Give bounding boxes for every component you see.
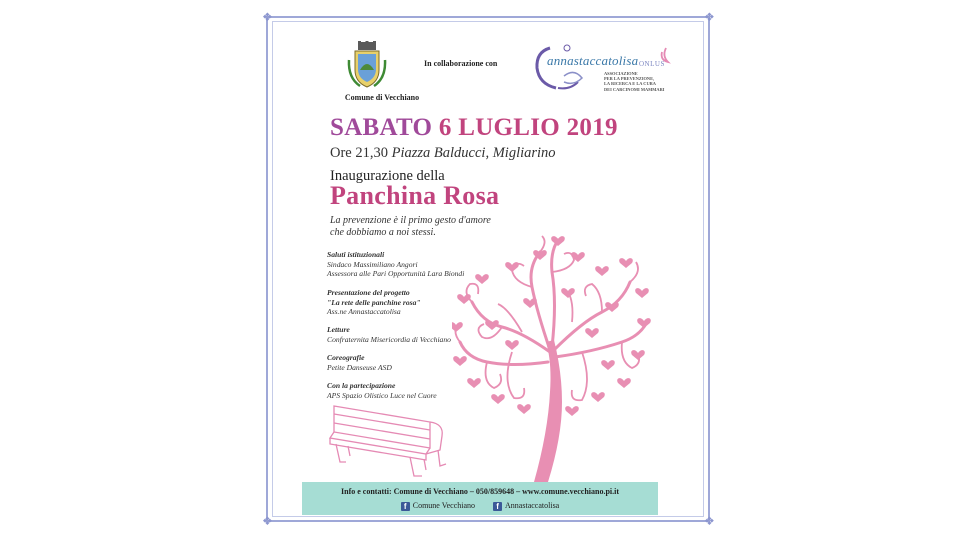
program-line: Ass.ne Annastaccatolisa bbox=[327, 307, 401, 316]
partner-line: PER LA PREVENZIONE, bbox=[604, 76, 655, 82]
facebook-link-comune[interactable] bbox=[401, 501, 475, 510]
event-time-place bbox=[330, 145, 556, 162]
corner-ornament: ❖ bbox=[704, 514, 715, 528]
inauguration-label: Inaugurazione della bbox=[330, 168, 445, 184]
facebook-icon: f bbox=[401, 502, 410, 511]
comune-crest-icon bbox=[346, 40, 388, 90]
program-heading: Coreografie bbox=[327, 353, 365, 362]
social-links bbox=[302, 501, 658, 511]
event-date bbox=[330, 114, 618, 142]
corner-ornament: ❖ bbox=[704, 10, 715, 24]
bench-illustration-icon bbox=[326, 404, 454, 478]
tagline-line: che dobbiamo a noi stessi. bbox=[330, 227, 436, 238]
event-weekday: SABATO bbox=[330, 114, 433, 141]
heart-tree-illustration-icon bbox=[452, 232, 652, 482]
program-line: Petite Danseuse ASD bbox=[327, 362, 392, 372]
facebook-icon: f bbox=[493, 502, 502, 511]
program-line: Sindaco Massimiliano Angori bbox=[327, 259, 418, 269]
partner-name: annastaccatolisa bbox=[547, 53, 639, 68]
program-line: Confraternita Misericordia di Vecchiano bbox=[327, 334, 451, 344]
event-title: Panchina Rosa bbox=[330, 181, 500, 210]
program-line: Assessora alle Pari Opportunità Lara Biondi bbox=[327, 269, 465, 278]
tagline-line: La prevenzione è il primo gesto d'amore bbox=[330, 215, 491, 226]
program-line: APS Spazio Olistico Luce nel Cuore bbox=[327, 390, 437, 400]
facebook-label: Comune Vecchiano bbox=[412, 501, 476, 510]
program-line: "La rete delle panchine rosa" bbox=[327, 297, 421, 307]
program-heading: Presentazione del progetto bbox=[327, 288, 410, 297]
facebook-label: Annastaccatolisa bbox=[505, 501, 560, 510]
partner-line: DEI CARCINOMI MAMMARI bbox=[604, 86, 665, 92]
program-heading: Letture bbox=[327, 325, 350, 334]
program-heading: Saluti istituzionali bbox=[327, 250, 385, 259]
corner-ornament: ❖ bbox=[262, 514, 273, 528]
partner-line: ASSOCIAZIONE bbox=[604, 71, 638, 76]
collaboration-text: In collaborazione con bbox=[424, 59, 498, 68]
contact-info: Info e contatti: Comune di Vecchiano – 050/859648 – www.comune.vecchiano.pi.it bbox=[341, 487, 619, 496]
facebook-link-annastaccatolisa[interactable] bbox=[493, 501, 559, 510]
event-time: Ore 21,30 bbox=[330, 145, 388, 161]
partner-description bbox=[604, 71, 684, 92]
event-day-month-year: 6 LUGLIO 2019 bbox=[438, 114, 618, 141]
comune-label: Comune di Vecchiano bbox=[344, 93, 420, 102]
partner-onlus: ONLUS bbox=[639, 60, 665, 68]
corner-ornament: ❖ bbox=[262, 10, 273, 24]
program-heading: Con la partecipazione bbox=[327, 381, 396, 390]
event-place: Piazza Balducci, Migliarino bbox=[391, 145, 556, 161]
partner-line: LA RICERCA E LA CURA bbox=[604, 81, 656, 87]
